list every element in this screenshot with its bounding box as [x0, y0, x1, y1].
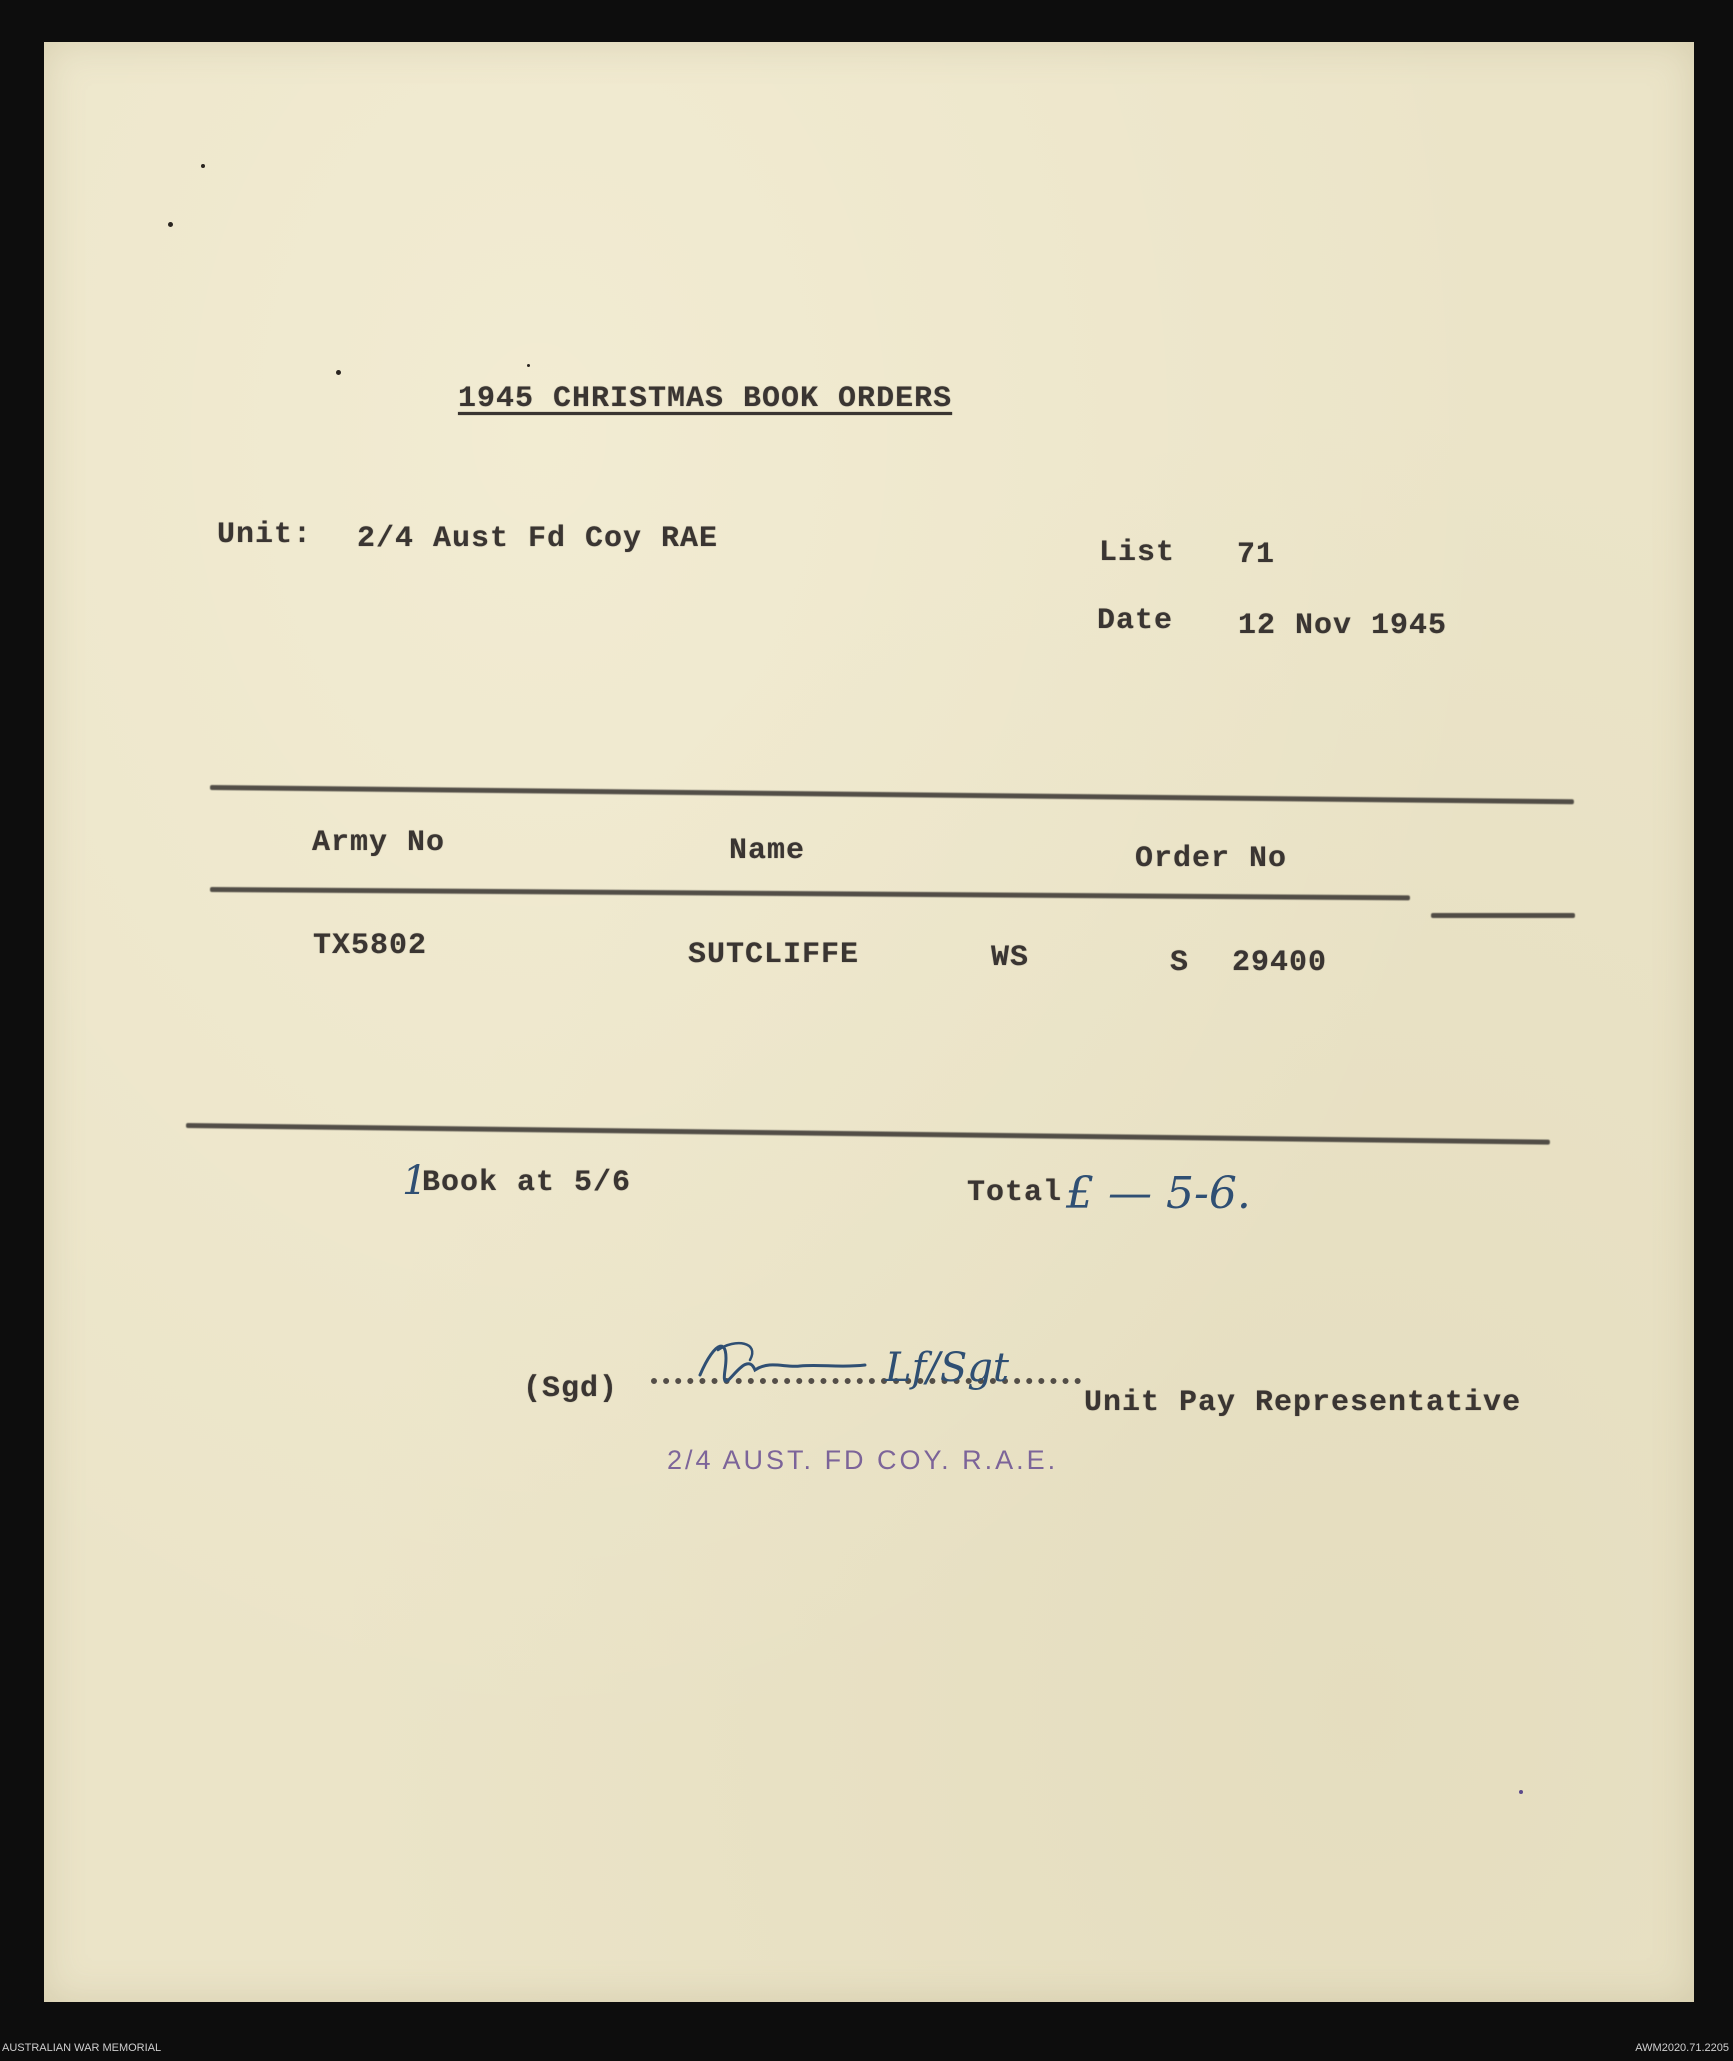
signature-scribble — [690, 1330, 890, 1390]
unit-stamp: 2/4 AUST. FD COY. R.A.E. — [667, 1445, 1059, 1475]
signature-handwritten: Lf/Sgt — [885, 1345, 1009, 1391]
cell-surname: SUTCLIFFE — [688, 938, 860, 972]
unit-label: Unit: — [217, 518, 313, 552]
paper-speck — [336, 370, 341, 375]
document-page — [44, 42, 1694, 2002]
role-text: Unit Pay Representative — [1084, 1386, 1522, 1420]
total-handwritten: £ — 5-6. — [1066, 1168, 1251, 1219]
document-title: 1945 CHRISTMAS BOOK ORDERS — [458, 382, 953, 416]
list-label: List — [1099, 536, 1176, 570]
date-label: Date — [1097, 604, 1174, 638]
unit-value: 2/4 Aust Fd Coy RAE — [357, 522, 719, 556]
list-value: 71 — [1237, 538, 1276, 572]
cell-army-no: TX5802 — [313, 929, 428, 963]
paper-speck — [1519, 1790, 1523, 1794]
paper-speck — [527, 364, 530, 367]
footer-right-caption: AWM2020.71.2205 — [1635, 2042, 1729, 2054]
cell-order-no: 29400 — [1232, 946, 1328, 980]
cell-initials: WS — [991, 941, 1030, 975]
books-text: Book at 5/6 — [422, 1166, 632, 1200]
header-army-no: Army No — [312, 826, 446, 860]
header-name: Name — [729, 834, 806, 868]
sgd-label: (Sgd) — [523, 1372, 619, 1406]
header-order-no: Order No — [1135, 842, 1288, 876]
footer-left-caption: AUSTRALIAN WAR MEMORIAL — [2, 2042, 162, 2054]
paper-speck — [168, 222, 173, 227]
paper-speck — [201, 164, 205, 168]
total-label: Total — [967, 1176, 1063, 1210]
table-header-rule-end — [1431, 913, 1575, 918]
handwritten-quantity: 1 — [402, 1158, 428, 1204]
date-value: 12 Nov 1945 — [1238, 609, 1448, 643]
cell-order-prefix: S — [1170, 946, 1190, 980]
